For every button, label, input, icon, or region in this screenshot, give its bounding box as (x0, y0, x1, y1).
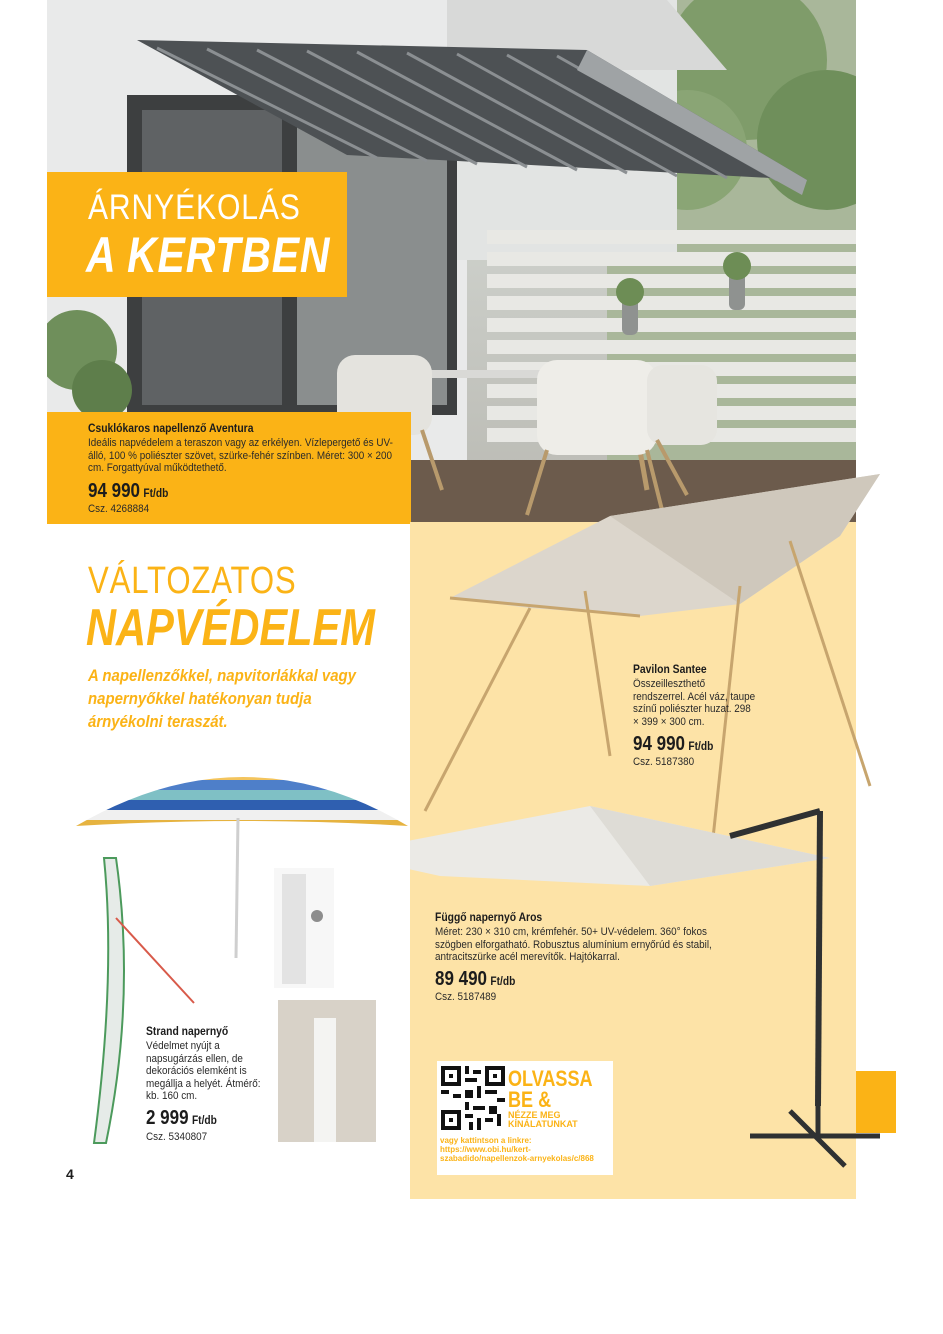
product-code: Csz. 5340807 (146, 1131, 208, 1143)
product-code: Csz. 5187489 (435, 991, 497, 1003)
product-description: Védelmet nyújt a napsugárzás ellen, de dekorációs elemként is megállja a helyét. Átmérő: kb. 160 cm. (146, 1040, 261, 1102)
section-title-line2: NAPVÉDELEM (86, 599, 375, 657)
price-value: 89 490 (435, 968, 487, 990)
hero-title-line1: ÁRNYÉKOLÁS (88, 188, 301, 227)
price-value: 94 990 (88, 480, 140, 502)
product-price (633, 733, 713, 756)
qr-heading-line2: BE & (508, 1087, 552, 1112)
page-number: 4 (66, 1166, 74, 1182)
product-code: Csz. 5187380 (633, 756, 695, 768)
product-name: Pavilon Santee (633, 664, 707, 676)
price-unit: Ft/db (143, 486, 169, 500)
product-code: Csz. 4268884 (88, 503, 150, 515)
product-price (435, 968, 515, 991)
price-unit: Ft/db (490, 974, 516, 988)
price-value: 2 999 (146, 1107, 189, 1129)
product-description: Méret: 230 × 310 cm, krémfehér. 50+ UV-védelem. 360° fokos szögben elforgatható. Robusztus alumínium ernyőrúd és stabil, antracitszürke acél merevítők. Hajtókarral. (435, 926, 712, 963)
qr-code-icon[interactable] (441, 1066, 505, 1130)
product-name: Strand napernyő (146, 1026, 229, 1038)
price-unit: Ft/db (191, 1113, 217, 1127)
price-unit: Ft/db (688, 739, 714, 753)
qr-heading-line3: NÉZZE MEG KÍNÁLATUNKAT (508, 1110, 578, 1129)
product-description: Összeilleszthető rendszerrel. Acél váz, taupe színű poliészter huzat. 298 × 399 × 300 cm. (633, 678, 756, 728)
product-name: Függő napernyő Aros (435, 912, 543, 924)
price-value: 94 990 (633, 733, 685, 755)
hero-title-line2: A KERTBEN (86, 227, 331, 283)
product-description: Ideális napvédelem a teraszon vagy az erkélyen. Vízlepergető és UV-álló, 100 % poliészter szövet, szürke-fehér színben. Méret: 300 × 200 cm. Forgattyúval működtethető. (88, 437, 393, 474)
qr-heading-line1: OLVASSA (508, 1066, 593, 1091)
product-price (146, 1107, 217, 1130)
section-intro: A napellenzőkkel, napvitorlákkal vagy napernyőkkel hatékonyan tudja árnyékolni teraszát. (88, 666, 357, 731)
qr-link[interactable]: vagy kattintson a linkre: https://www.obi.hu/kert-szabadido/napellenzok-arnyekolas/c/868 (440, 1136, 594, 1163)
section-title-line1: VÁLTOZATOS (88, 560, 297, 602)
product-name: Csuklókaros napellenző Aventura (88, 423, 254, 435)
product-price (88, 480, 168, 503)
